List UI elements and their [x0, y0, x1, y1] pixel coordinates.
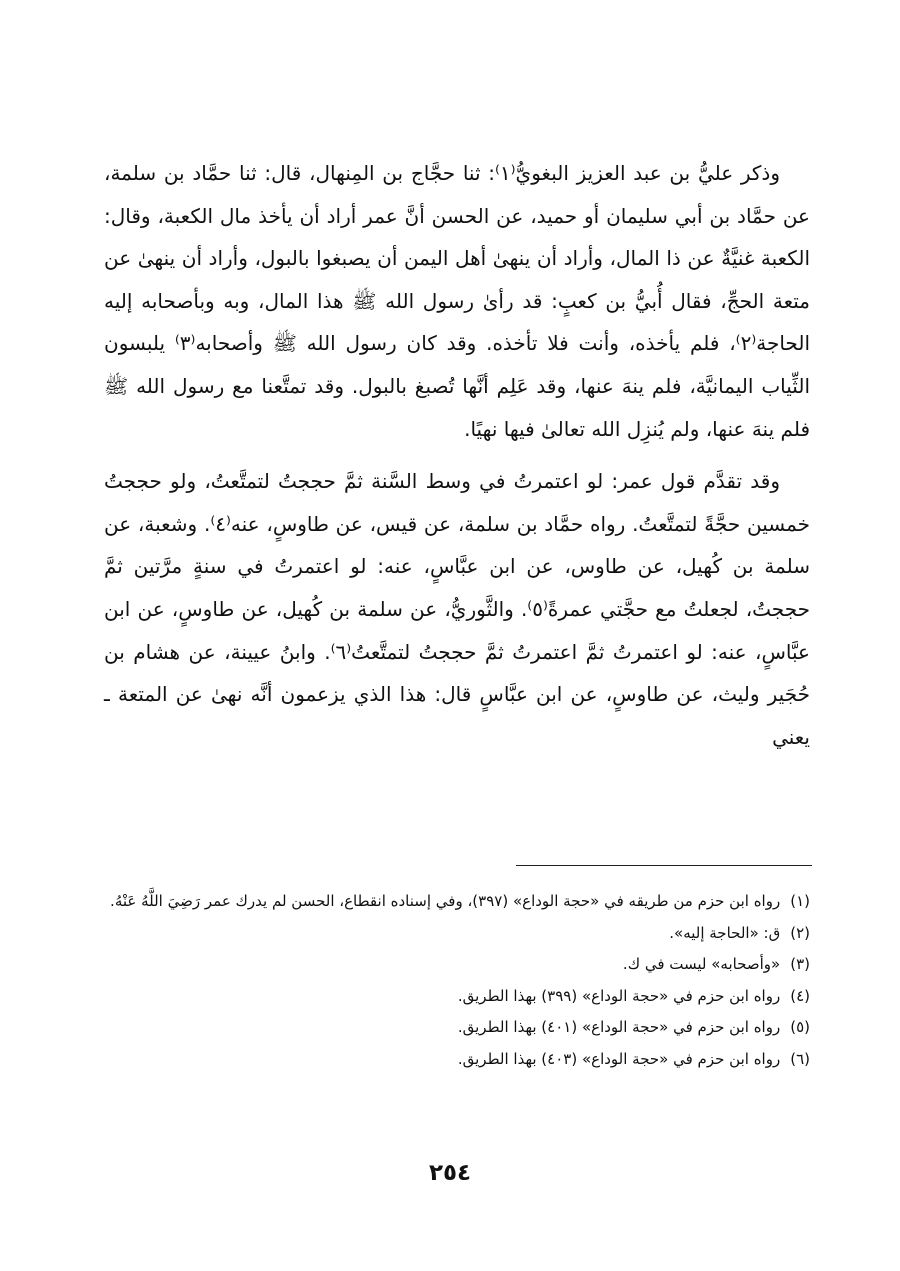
footnote-number: (٦): [790, 1049, 810, 1068]
footnote-number: (١): [790, 892, 810, 910]
footnote-text: رواه ابن حزم في «حجة الوداع» (٤٠١) بهذا الطريق.: [457, 1018, 781, 1036]
footnote-3: [104, 949, 810, 981]
footnote-text: رواه ابن حزم في «حجة الوداع» (٤٠٣) بهذا الطريق.: [457, 1049, 781, 1068]
footnote-2: [104, 918, 810, 950]
footnote-number: (٥): [790, 1018, 810, 1036]
paragraph-2: [104, 460, 810, 758]
footnote-5: [104, 1012, 810, 1044]
footnote-1: [104, 886, 810, 918]
page-number: ٢٥٤: [428, 1160, 472, 1186]
footnote-separator: [516, 865, 812, 866]
main-text: [104, 152, 810, 758]
footnote-4: [104, 981, 810, 1013]
footnote-text: رواه ابن حزم من طريقه في «حجة الوداع» (٣٩٧)، وفي إسناده انقطاع، الحسن لم يدرك عمر رَضِيَ اللَّهُ عَنْهُ.: [110, 892, 781, 910]
footnote-text: رواه ابن حزم في «حجة الوداع» (٣٩٩) بهذا الطريق.: [457, 986, 781, 1005]
paragraph-text: وذكر عليُّ بن عبد العزيز البغويُّ⁽١⁾: ثنا حجَّاج بن المِنهال، قال: ثنا حمَّاد بن سلمة، عن حمَّاد بن أبي سليمان أو حميد، عن الحسن أنَّ عمر أراد أن يأخذ مال الكعبة، وقال: الكعبة غنيَّةٌ عن ذا المال، وأراد أن ينهىٰ أهل اليمن أن يصبغوا بالبول، وأراد أن ينهىٰ عن متعة الحجِّ، فقال أُبيُّ بن كعبٍ: قد رأىٰ رسول الله ﷺ هذا المال، وبه وبأصحابه إليه الحاجة⁽٢⁾، فلم يأخذه، وأنت فلا تأخذه. وقد كان رسول الله ﷺ وأصحابه⁽٣⁾ يلبسون الثِّياب اليمانيَّة، فلم ينهَ عنها، وقد عَلِم أنَّها تُصبغ بالبول. وقد تمتَّعنا مع رسول الله ﷺ فلم ينهَ عنها، ولم يُنزِل الله تعالىٰ فيها نهيًا.: [104, 161, 810, 441]
paragraph-text: وقد تقدَّم قول عمر: لو اعتمرتُ في وسط السَّنة ثمَّ حججتُ لتمتَّعتُ، ولو حججتُ خمسين حجَّةً لتمتَّعتُ. رواه حمَّاد بن سلمة، عن قيس، عن طاوسٍ، عنه⁽٤⁾. وشعبة، عن سلمة بن كُهيل، عن طاوس، عن ابن عبَّاسٍ، عنه: لو اعتمرتُ في سنةٍ مرَّتين ثمَّ حججتُ، لجعلتُ مع حجَّتي عمرةً⁽٥⁾. والثَّوريُّ، عن سلمة بن كُهيل، عن طاوسٍ، عن ابن عبَّاسٍ، عنه: لو اعتمرتُ ثمَّ اعتمرتُ ثمَّ حججتُ لتمتَّعتُ⁽٦⁾. وابنُ عيينة، عن هشام بن حُجَير وليث، عن طاوسٍ، عن ابن عبَّاسٍ قال: هذا الذي يزعمون أنَّه نهىٰ عن المتعة ـ يعني: [104, 469, 811, 749]
footnote-text: «وأصحابه» ليست في ك.: [622, 955, 781, 973]
footnote-number: (٢): [790, 923, 810, 942]
paragraph-1: [104, 152, 810, 450]
footnote-number: (٣): [790, 955, 810, 973]
footnote-6: [104, 1044, 810, 1076]
footnote-number: (٤): [790, 986, 810, 1005]
footnotes: [104, 886, 810, 1075]
footnote-text: ق: «الحاجة إليه».: [669, 923, 781, 942]
